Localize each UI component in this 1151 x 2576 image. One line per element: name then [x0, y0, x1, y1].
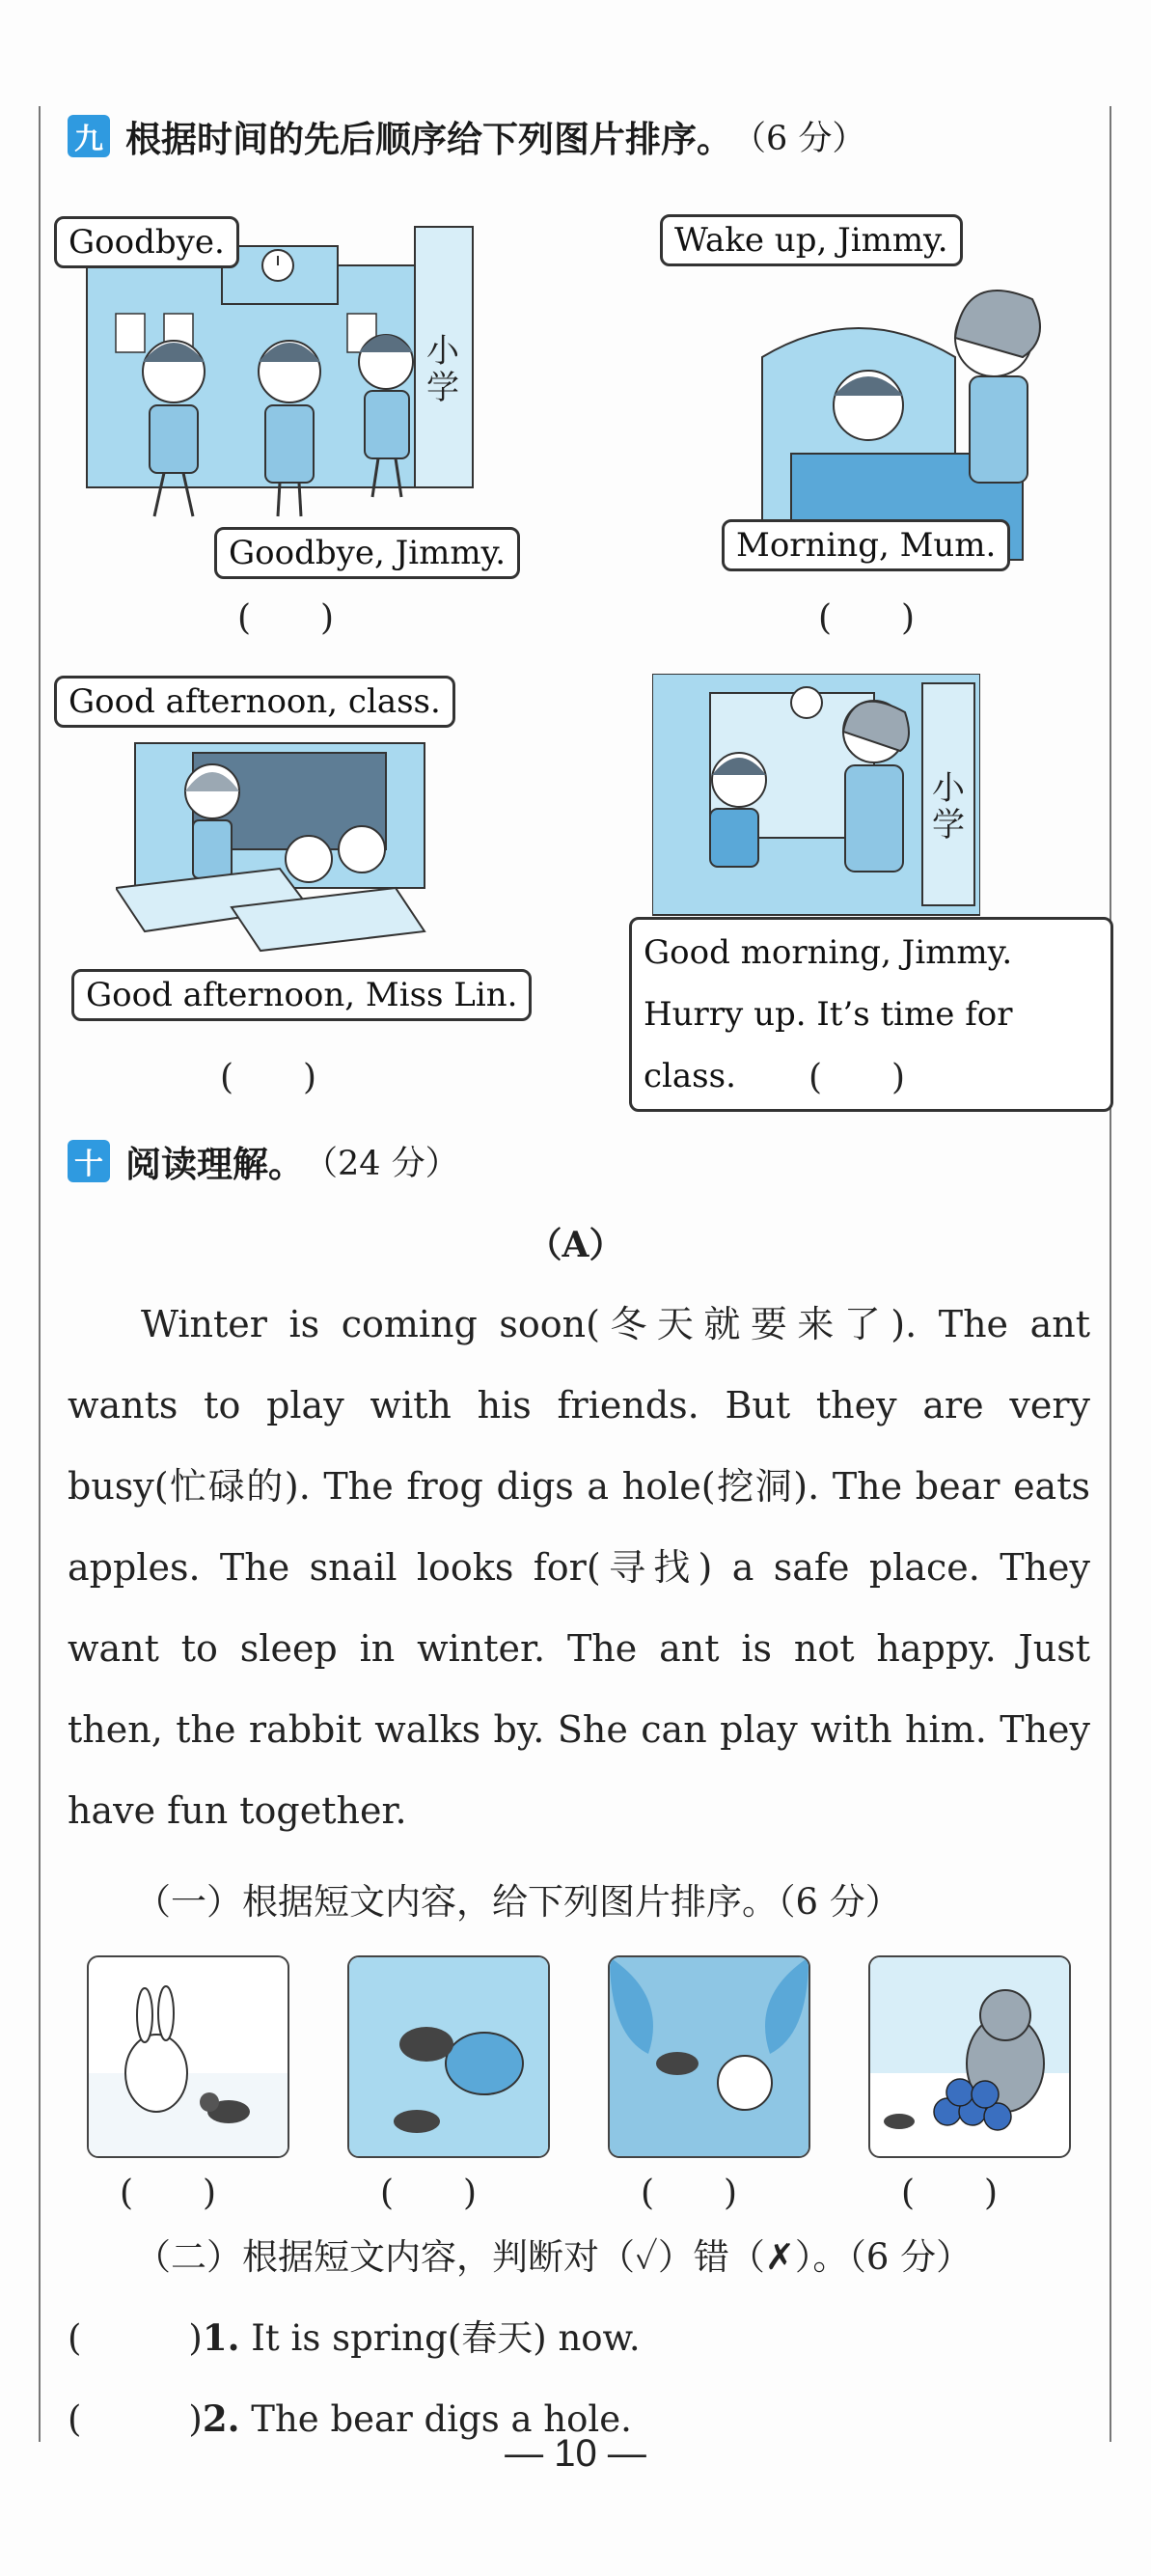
answer-picture-1[interactable]: ( )	[237, 598, 335, 638]
answer-thumb-4[interactable]: ( )	[901, 2174, 999, 2213]
thumb-rabbit-and-ant	[87, 1955, 289, 2158]
bubble-line-good-morning: Good morning, Jimmy.	[644, 933, 1013, 972]
section-10-title: 阅读理解。	[125, 1144, 304, 1185]
bubble-good-afternoon-miss-lin: Good afternoon, Miss Lin.	[71, 969, 532, 1021]
bubble-wake-up-jimmy: Wake up, Jimmy.	[660, 214, 963, 266]
section-10-badge: 十	[68, 1140, 110, 1182]
question-2-text: The bear digs a hole.	[251, 2398, 632, 2440]
thumb-bear-eats-apples	[868, 1955, 1071, 2158]
section-9-score: （6 分）	[732, 120, 866, 158]
left-margin-rule	[39, 106, 41, 2442]
bubble-goodbye-jimmy: Goodbye, Jimmy.	[214, 527, 520, 579]
bubble-line-hurry-up: Hurry up. It’s time for class.	[644, 995, 1013, 1095]
bubble-goodbye: Goodbye.	[54, 216, 239, 268]
reading-passage: Winter is coming soon(冬天就要来了). The ant wants to play with his friends. But they are very busy(忙碌的). The frog digs a hole(挖洞). The bear eats apples. The snail looks for(寻找) a safe place. They want to sleep in winter. The ant is not happy. Just then, the rabbit walks by. She can play with him. They have fun together.	[68, 1303, 1090, 1832]
bubble-morning-mum: Morning, Mum.	[722, 519, 1010, 571]
school-sign-1: 小学	[426, 332, 459, 407]
section-9-badge: 九	[68, 115, 110, 157]
thumb-frog-digs-hole	[347, 1955, 550, 2158]
section-9-title: 根据时间的先后顺序给下列图片排序。	[125, 119, 732, 160]
part-1-instruction: （一）根据短文内容，给下列图片排序。（6 分）	[135, 1881, 901, 1923]
section-10-heading	[68, 1135, 459, 1187]
passage-label: （A）	[527, 1225, 624, 1265]
answer-thumb-2[interactable]: ( )	[380, 2174, 478, 2213]
picture-4-illustration	[652, 674, 980, 925]
bubble-good-afternoon-class: Good afternoon, class.	[54, 676, 455, 728]
answer-picture-4[interactable]: ( )	[808, 1058, 906, 1097]
picture-3-illustration	[116, 714, 434, 956]
section-9-heading	[68, 110, 865, 162]
question-1-text: It is spring(春天) now.	[251, 2317, 641, 2359]
page-number: — 10 —	[505, 2432, 646, 2475]
answer-thumb-3[interactable]: ( )	[641, 2174, 738, 2213]
question-1-number: 1.	[202, 2316, 240, 2359]
school-sign-2: 小学	[932, 769, 965, 845]
question-1-answer-box[interactable]: ( )	[68, 2317, 203, 2359]
answer-picture-2[interactable]: ( )	[818, 598, 916, 638]
part-2-instruction: （二）根据短文内容，判断对（✓）错（✗）。（6 分）	[135, 2236, 973, 2278]
answer-thumb-1[interactable]: ( )	[120, 2174, 217, 2213]
question-2-answer-box[interactable]: ( )	[68, 2398, 203, 2440]
section-10-score: （24 分）	[304, 1145, 459, 1183]
question-2-number: 2.	[202, 2397, 240, 2440]
answer-picture-3[interactable]: ( )	[220, 1058, 317, 1097]
thumb-snail-safe-place	[608, 1955, 810, 2158]
question-1	[68, 2309, 641, 2361]
